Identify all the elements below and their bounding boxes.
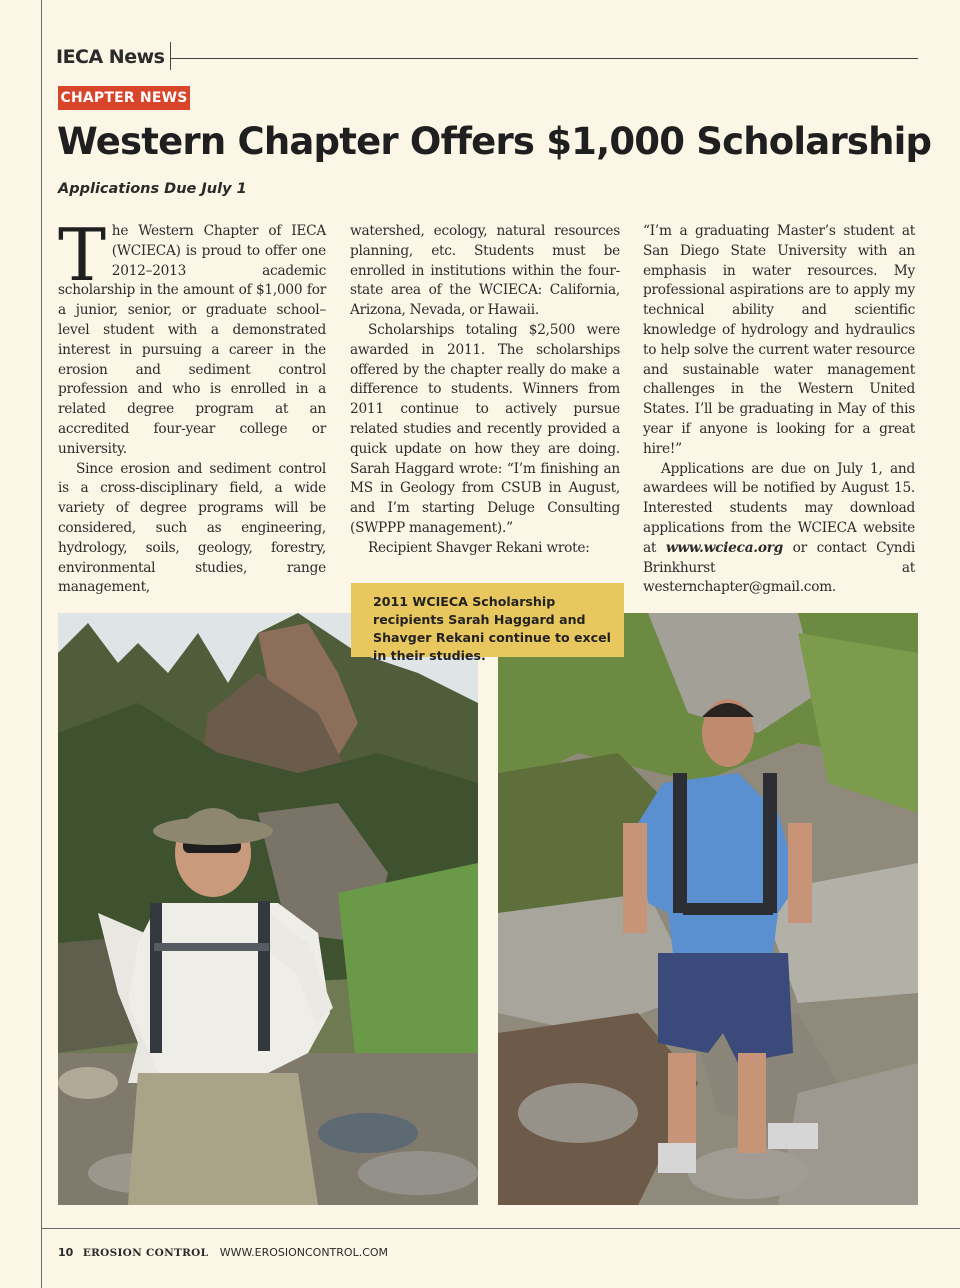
paragraph: Recipient Shavger Rekani wrote: [368, 539, 590, 556]
website-link[interactable]: www.wcieca.org [665, 539, 783, 556]
page-footer [58, 1246, 388, 1259]
quote-paragraph: “I’m a graduating Master’s student at San Diego State University with an emphasis in water resources. My professional aspirations are to apply my technical ability and scientific knowledge of hydrology and hydraulics to help solve the current water resource and sustainable water management challenges in the Western United States. I’ll be graduating in May of this year if anyone is looking for a great hire!” [643, 223, 915, 457]
footer-rule [41, 1228, 960, 1229]
paragraph [643, 460, 915, 599]
paragraph-text: he Western Chapter of IECA (WCIECA) is proud to offer one 2012–2013 academic scholarship in the amount of $1,000 for a junior, senior, or graduate school–level student with a demonstrated interest in pursuing a career in the erosion and sediment control profession and who is enrolled in a related degree program at an accredited four-year college or university. [58, 223, 326, 457]
page-number: 10 [58, 1246, 74, 1259]
section-header [56, 42, 918, 72]
photo-caption: 2011 WCIECA Scholarship recipients Sarah Haggard and Shavger Rekani continue to excel in their studies. [351, 583, 624, 657]
paragraph: watershed, ecology, natural resources planning, etc. Students must be enrolled in institutions within the four-state area of the WCIECA: California, Arizona, Nevada, or Hawaii. [350, 223, 620, 319]
article-column-3 [643, 222, 915, 598]
article-column-2 [350, 222, 620, 559]
chapter-news-tag: CHAPTER NEWS [58, 86, 190, 110]
photo-sarah-haggard [58, 613, 478, 1205]
paragraph-text: Applications are due on July 1, and awardees will be notified by August 15. Interested students may download applications from the WCIECA website at [643, 460, 915, 556]
section-label: IECA News [56, 46, 165, 68]
left-margin-rule [41, 0, 42, 1288]
website-url[interactable]: WWW.EROSIONCONTROL.COM [219, 1246, 389, 1259]
drop-cap: T [58, 213, 106, 297]
article-subtitle: Applications Due July 1 [58, 181, 247, 197]
paragraph: Scholarships totaling $2,500 were awarded in 2011. The scholarships offered by the chapter really do make a difference to students. Winners from 2011 continue to actively pursue related studies and recently provided a quick update on how they are doing. Sarah Haggard wrote: “I’m finishing an MS in Geology from CSUB in August, and I’m starting Deluge Consulting (SWPPP management).” [350, 321, 620, 536]
article-title: Western Chapter Offers $1,000 Scholarship [57, 120, 932, 163]
photo-shavger-rekani [498, 613, 918, 1205]
section-rule [170, 58, 918, 59]
paragraph: Since erosion and sediment control is a cross-disciplinary field, a wide variety of degree programs will be considered, such as engineering, hydrology, soils, geology, forestry, environmental studies, range management, [58, 460, 326, 596]
paragraph [58, 213, 326, 460]
section-tick [170, 42, 171, 70]
magazine-name: EROSION CONTROL [82, 1247, 209, 1259]
paragraph-text: or contact Cyndi Brinkhurst at westernchapter@gmail.com. [643, 539, 916, 596]
article-column-1 [58, 213, 326, 598]
